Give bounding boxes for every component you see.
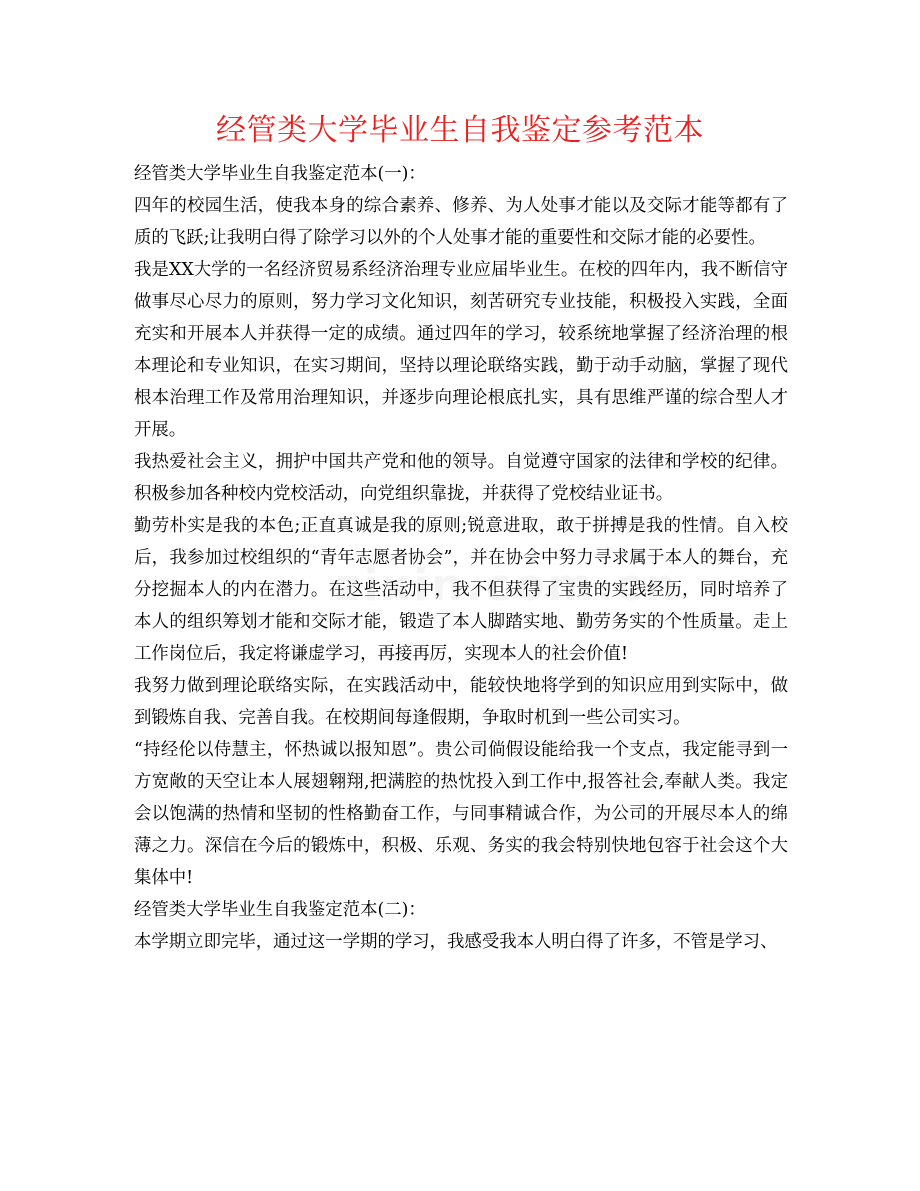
paragraph: 我努力做到理论联络实际，在实践活动中，能较快地将学到的知识应用到实际中，做到锻炼自我、完善自我。在校期间每逢假期，争取时机到一些公司实习。 (134, 676, 788, 728)
paragraph: 我是XX大学的一名经济贸易系经济治理专业应届毕业生。在校的四年内，我不断信守做事尽心尽力的原则，努力学习文化知识，刻苦研究专业技能，积极投入实践，全面充实和开展本人并获得一定的成绩。通过四年的学习，较系统地掌握了经济治理的根本理论和专业知识，在实习期间，坚持以理论联络实践，勤于动手动脑，掌握了现代根本治理工作及常用治理知识，并逐步向理论根底扎实，具有思维严谨的综合型人才开展。 (134, 260, 788, 440)
paragraph: 我热爱社会主义，拥护中国共产党和他的领导。自觉遵守国家的法律和学校的纪律。积极参加各种校内党校活动，向党组织靠拢，并获得了党校结业证书。 (134, 452, 788, 504)
paragraph: 勤劳朴实是我的本色;正直真诚是我的原则;锐意进取，敢于拼搏是我的性情。自入校后，我参加过校组织的“青年志愿者协会”，并在协会中努力寻求属于本人的舞台，充分挖掘本人的内在潜力。在这些活动中，我不但获得了宝贵的实践经历，同时培养了本人的组织筹划才能和交际才能，锻造了本人脚踏实地、勤劳务实的个性质量。走上工作岗位后，我定将谦虚学习，再接再厉，实现本人的社会价值! (134, 516, 788, 664)
section-heading: 经管类大学毕业生自我鉴定范本(二)： (134, 900, 426, 920)
document-title: 经管类大学毕业生自我鉴定参考范本 (216, 113, 704, 148)
paragraph: 本学期立即完毕，通过这一学期的学习，我感受我本人明白得了许多，不管是学习、 (134, 932, 778, 952)
section-heading: 经管类大学毕业生自我鉴定范本(一)： (134, 164, 426, 184)
document-body (134, 158, 788, 958)
paragraph: “持经伦以侍慧主，怀热诚以报知恩”。贵公司倘假设能给我一个支点，我定能寻到一方宽敞的天空让本人展翅翱翔,把满腔的热忱投入到工作中,报答社会,奉献人类。我定会以饱满的热情和坚韧的性格勤奋工作，与同事精诚合作，为公司的开展尽本人的绵薄之力。深信在今后的锻炼中，积极、乐观、务实的我会特别快地包容于社会这个大集体中! (134, 740, 788, 888)
paragraph: 四年的校园生活，使我本身的综合素养、修养、为人处事才能以及交际才能等都有了质的飞跃;让我明白得了除学习以外的个人处事才能的重要性和交际才能的必要性。 (134, 196, 788, 248)
